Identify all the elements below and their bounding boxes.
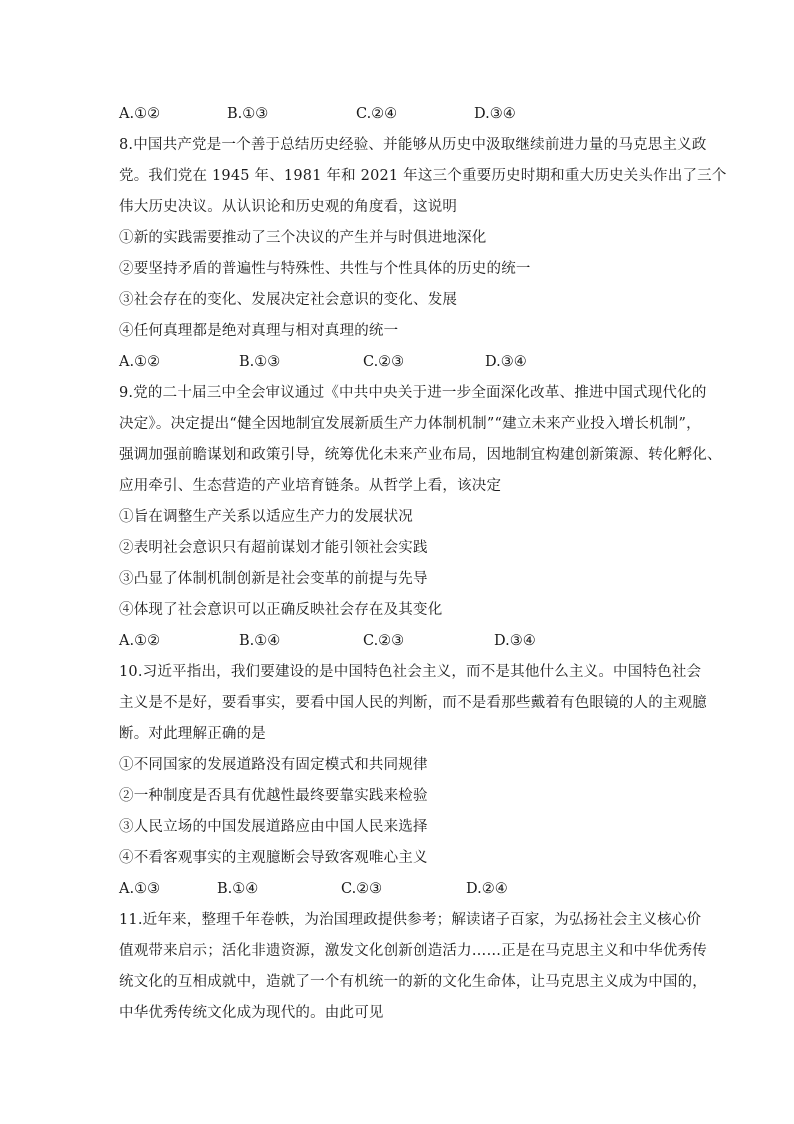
q9-option-a[interactable]: A.①② [119,633,161,649]
q10-item-4: ④不看客观事实的主观臆断会导致客观唯心主义 [119,850,428,866]
q10-stem-line-3: 断。对此理解正确的是 [119,726,266,742]
q9-stem-line-4: 应用牵引、生态营造的产业培育链条。从哲学上看，该决定 [119,478,502,494]
q9-item-3: ③凸显了体制机制创新是社会变革的前提与先导 [119,571,428,587]
q10-option-c[interactable]: C.②③ [341,881,383,897]
q10-option-a[interactable]: A.①③ [119,881,161,897]
q10-item-3: ③人民立场的中国发展道路应由中国人民来选择 [119,819,428,835]
q9-option-d[interactable]: D.③④ [494,633,536,649]
q9-stem-line-2: 决定》。决定提出“健全因地制宜发展新质生产力体制机制”“建立未来产业投入增长机制”， [119,416,701,432]
q8-options [119,352,679,372]
q8-stem-line-2: 党。我们党在 1945 年、1981 年和 2021 年这三个重要历史时期和重大历史关头作出了三个 [119,168,727,184]
q9-item-4: ④体现了社会意识可以正确反映社会存在及其变化 [119,602,443,618]
q9-stem-line-1: 9.党的二十届三中全会审议通过《中共中央关于进一步全面深化改革、推进中国式现代化的 [119,385,707,401]
q11-stem-line-4: 中华优秀传统文化成为现代的。由此可见 [119,1005,384,1021]
q7-option-b[interactable]: B.①③ [227,106,269,122]
q11-stem-line-1: 11.近年来，整理千年卷帙，为治国理政提供参考；解读诸子百家，为弘扬社会主义核心价 [119,912,702,928]
q9-option-c[interactable]: C.②③ [363,633,405,649]
q10-option-d[interactable]: D.②④ [466,881,508,897]
q10-stem-line-2: 主义是不是好，要看事实，要看中国人民的判断，而不是看那些戴着有色眼镜的人的主观臆 [119,695,707,711]
q10-stem-line-1: 10.习近平指出，我们要建设的是中国特色社会主义，而不是其他什么主义。中国特色社会 [119,664,702,680]
q11-stem-line-2: 值观带来启示；活化非遗资源，激发文化创新创造活力……正是在马克思主义和中华优秀传 [119,943,707,959]
q9-item-1: ①旨在调整生产关系以适应生产力的发展状况 [119,509,413,525]
q8-option-b[interactable]: B.①③ [239,354,281,370]
q8-stem-line-1: 8.中国共产党是一个善于总结历史经验、并能够从历史中汲取继续前进力量的马克思主义政 [119,137,707,153]
q10-option-b[interactable]: B.①④ [217,881,259,897]
q9-options [119,631,679,651]
q11-stem-line-3: 统文化的互相成就中，造就了一个有机统一的新的文化生命体，让马克思主义成为中国的， [119,974,707,990]
q8-option-d[interactable]: D.③④ [485,354,527,370]
q8-option-a[interactable]: A.①② [119,354,161,370]
q8-item-1: ①新的实践需要推动了三个决议的产生并与时俱进地深化 [119,230,487,246]
q9-stem-line-3: 强调加强前瞻谋划和政策引导，统筹优化未来产业布局，因地制宜构建创新策源、转化孵化、 [119,447,722,463]
q8-option-c[interactable]: C.②③ [363,354,405,370]
q7-option-a[interactable]: A.①② [119,106,161,122]
q9-item-2: ②表明社会意识只有超前谋划才能引领社会实践 [119,540,428,556]
q8-item-2: ②要坚持矛盾的普遍性与特殊性、共性与个性具体的历史的统一 [119,261,531,277]
q7-option-c[interactable]: C.②④ [356,106,398,122]
q8-item-3: ③社会存在的变化、发展决定社会意识的变化、发展 [119,292,458,308]
q8-item-4: ④任何真理都是绝对真理与相对真理的统一 [119,323,399,339]
q8-stem-line-3: 伟大历史决议。从认识论和历史观的角度看，这说明 [119,199,458,215]
q7-options [119,104,679,124]
q10-item-1: ①不同国家的发展道路没有固定模式和共同规律 [119,757,428,773]
q10-item-2: ②一种制度是否具有优越性最终要靠实践来检验 [119,788,428,804]
q7-option-d[interactable]: D.③④ [474,106,516,122]
q9-option-b[interactable]: B.①④ [239,633,281,649]
q10-options [119,879,679,899]
